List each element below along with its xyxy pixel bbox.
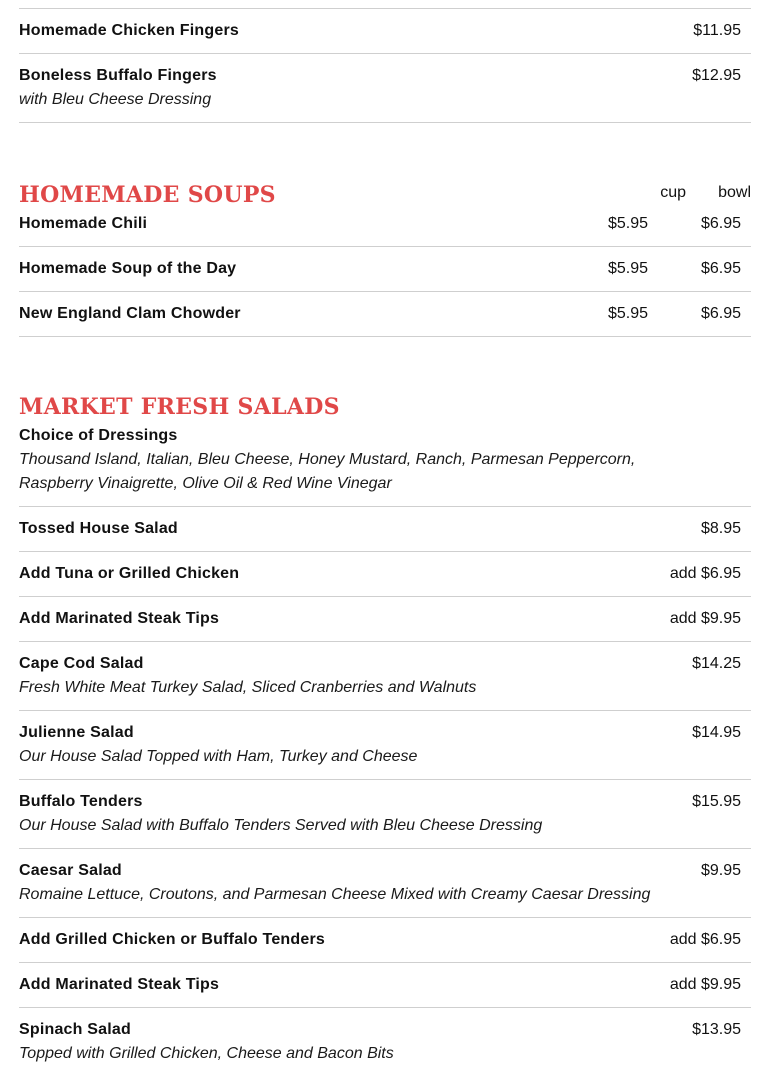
salad-item bbox=[19, 506, 751, 551]
salad-item bbox=[19, 641, 751, 710]
salad-item bbox=[19, 779, 751, 848]
item-description: Our House Salad with Buffalo Tenders Served with Bleu Cheese Dressing bbox=[19, 817, 543, 834]
salad-item bbox=[19, 710, 751, 779]
item-name: Buffalo Tenders bbox=[19, 793, 143, 810]
item-price: add $6.95 bbox=[669, 931, 741, 948]
salad-item bbox=[19, 962, 751, 1007]
cup-header: cup bbox=[660, 184, 686, 201]
salad-item bbox=[19, 551, 751, 596]
item-name: Choice of Dressings bbox=[19, 427, 178, 444]
cup-price: $5.95 bbox=[608, 260, 649, 277]
item-description: Thousand Island, Italian, Bleu Cheese, Honey Mustard, Ranch, Parmesan Peppercorn, Raspberry Vinaigrette, Olive Oil & Red Wine Vinegar bbox=[19, 451, 636, 492]
soup-item bbox=[19, 246, 751, 291]
item-price: $14.25 bbox=[692, 655, 741, 672]
menu-item bbox=[19, 8, 751, 53]
item-price: add $9.95 bbox=[669, 610, 741, 627]
item-name: Cape Cod Salad bbox=[19, 655, 144, 672]
cup-price: $5.95 bbox=[608, 215, 649, 232]
bowl-price: $6.95 bbox=[700, 260, 741, 277]
item-name: Add Grilled Chicken or Buffalo Tenders bbox=[19, 931, 326, 948]
item-price: $13.95 bbox=[692, 1021, 741, 1038]
item-name: Add Marinated Steak Tips bbox=[19, 976, 220, 993]
bowl-price: $6.95 bbox=[700, 215, 741, 232]
item-price: $14.95 bbox=[692, 724, 741, 741]
item-name: Tossed House Salad bbox=[19, 520, 178, 537]
salad-item bbox=[19, 848, 751, 917]
section-title: HOMEMADE SOUPS bbox=[19, 182, 276, 208]
item-price: $8.95 bbox=[700, 520, 741, 537]
menu-item bbox=[19, 53, 751, 123]
item-price: $9.95 bbox=[700, 862, 741, 879]
cup-price: $5.95 bbox=[608, 305, 649, 322]
item-description: Our House Salad Topped with Ham, Turkey and Cheese bbox=[19, 748, 418, 765]
salads-section bbox=[19, 382, 751, 1076]
item-price: $15.95 bbox=[692, 793, 741, 810]
item-description: Fresh White Meat Turkey Salad, Sliced Cranberries and Walnuts bbox=[19, 679, 477, 696]
salad-item bbox=[19, 1007, 751, 1076]
item-name: Homemade Chicken Fingers bbox=[19, 22, 239, 39]
item-name: Boneless Buffalo Fingers bbox=[19, 67, 217, 84]
item-name: Homemade Chili bbox=[19, 215, 148, 232]
section-title: MARKET FRESH SALADS bbox=[19, 394, 340, 420]
soup-item bbox=[19, 210, 751, 246]
soup-column-headers bbox=[646, 184, 751, 208]
soups-section bbox=[19, 168, 751, 337]
bowl-price: $6.95 bbox=[700, 305, 741, 322]
item-name: Caesar Salad bbox=[19, 862, 122, 879]
dressings-item bbox=[19, 422, 751, 506]
item-name: Spinach Salad bbox=[19, 1021, 131, 1038]
item-name: New England Clam Chowder bbox=[19, 305, 241, 322]
item-description: Romaine Lettuce, Croutons, and Parmesan Cheese Mixed with Creamy Caesar Dressing bbox=[19, 886, 651, 903]
item-name: Add Marinated Steak Tips bbox=[19, 610, 220, 627]
item-price: add $6.95 bbox=[669, 565, 741, 582]
item-description: Topped with Grilled Chicken, Cheese and Bacon Bits bbox=[19, 1045, 394, 1062]
item-price: $12.95 bbox=[692, 67, 741, 84]
item-name: Add Tuna or Grilled Chicken bbox=[19, 565, 240, 582]
salad-item bbox=[19, 596, 751, 641]
bowl-header: bowl bbox=[718, 184, 751, 201]
soup-item bbox=[19, 291, 751, 337]
item-description: with Bleu Cheese Dressing bbox=[19, 91, 212, 108]
item-price: add $9.95 bbox=[669, 976, 741, 993]
menu bbox=[19, 8, 751, 1076]
item-name: Julienne Salad bbox=[19, 724, 134, 741]
item-name: Homemade Soup of the Day bbox=[19, 260, 237, 277]
item-price: $11.95 bbox=[693, 22, 741, 39]
salad-item bbox=[19, 917, 751, 962]
